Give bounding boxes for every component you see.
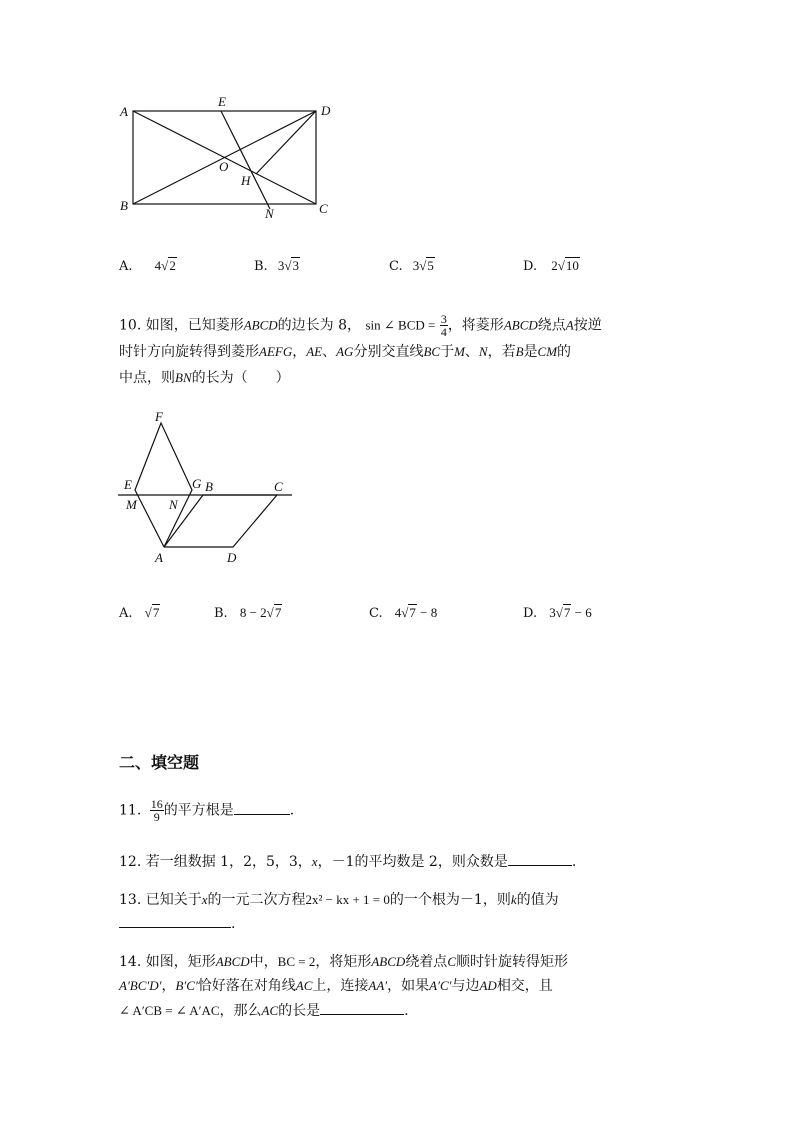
q10-line-1: 10. 如图，已知菱形ABCD的边长为 8， sin ∠ BCD = $\frac{3}{4}$ ，将菱形ABCD绕点A按逆 (119, 312, 602, 339)
rhombus-abcd (164, 495, 277, 547)
rhombus-aefg (135, 423, 192, 547)
q10-option-c: C. 4√7 − 8 (369, 605, 438, 621)
q13-line-2: . (119, 913, 235, 932)
q14-line-2: A′BC′D′，B′C′恰好落在对角线AC上，连接AA′，如果A′C′与边AD相交，且 (119, 978, 553, 994)
answer-blank[interactable] (119, 913, 231, 928)
label-a: A (120, 104, 128, 119)
label-c: C (319, 201, 328, 216)
label-c: C (274, 479, 283, 494)
label-o: O (219, 159, 229, 174)
answer-blank[interactable] (508, 851, 572, 866)
label-e: E (124, 477, 132, 492)
fraction-16-over-9: $\frac{16}{9}$ (150, 797, 163, 824)
label-e: E (218, 94, 226, 109)
label-g: G (192, 476, 202, 491)
answer-blank[interactable] (234, 800, 290, 815)
label-b: B (205, 479, 213, 494)
q13-line-1: 13. 已知关于x的一元二次方程2x² − kx + 1 = 0的一个根为－1，则k的值为 (119, 892, 559, 908)
figure-rectangle-abcd (110, 90, 350, 225)
label-d: D (321, 103, 331, 118)
section-title-fill-in: 二、填空题 (119, 753, 200, 772)
q12: 12. 若一组数据 1，2，5，3，x，－1的平均数是 2，则众数是 . (119, 851, 576, 871)
q9-option-a: A. 4√2 (119, 258, 176, 274)
segment-dh (256, 111, 316, 174)
label-h: H (241, 173, 251, 188)
q10-option-b: B. 8 − 2√7 (214, 605, 282, 621)
q9-option-d: D. 2√10 (523, 258, 579, 274)
q9-option-b: B. 3√3 (254, 258, 299, 274)
label-b: B (120, 198, 128, 213)
q10-option-a: A. √7 (119, 605, 160, 621)
label-f: F (155, 409, 163, 424)
label-n: N (169, 497, 178, 512)
q14-line-3: ∠ A′CB = ∠ A′AC，那么AC的长是 . (119, 1000, 409, 1020)
q10-line-2: 时针方向旋转得到菱形AEFG，AE、AG分别交直线BC于M、N，若B是CM的 (119, 344, 572, 360)
label-m: M (126, 497, 137, 512)
answer-blank[interactable] (320, 1000, 404, 1015)
q9-option-c: C. 3√5 (389, 258, 434, 274)
label-d: D (227, 550, 237, 565)
figure-rhombus-rotation (110, 405, 300, 570)
q10-line-3: 中点，则BN的长为（ ） (119, 370, 290, 386)
label-n: N (265, 206, 274, 221)
q10-option-d: D. 3√7 − 6 (523, 605, 592, 621)
q14-line-1: 14. 如图，矩形ABCD中，BC = 2，将矩形ABCD绕着点C顺时针旋转得矩形 (119, 954, 568, 970)
label-a: A (155, 550, 163, 565)
q11: 11. $\frac{16}{9}$ 的平方根是 . (119, 797, 295, 824)
fraction-three-quarters: $\frac{3}{4}$ (440, 312, 447, 339)
